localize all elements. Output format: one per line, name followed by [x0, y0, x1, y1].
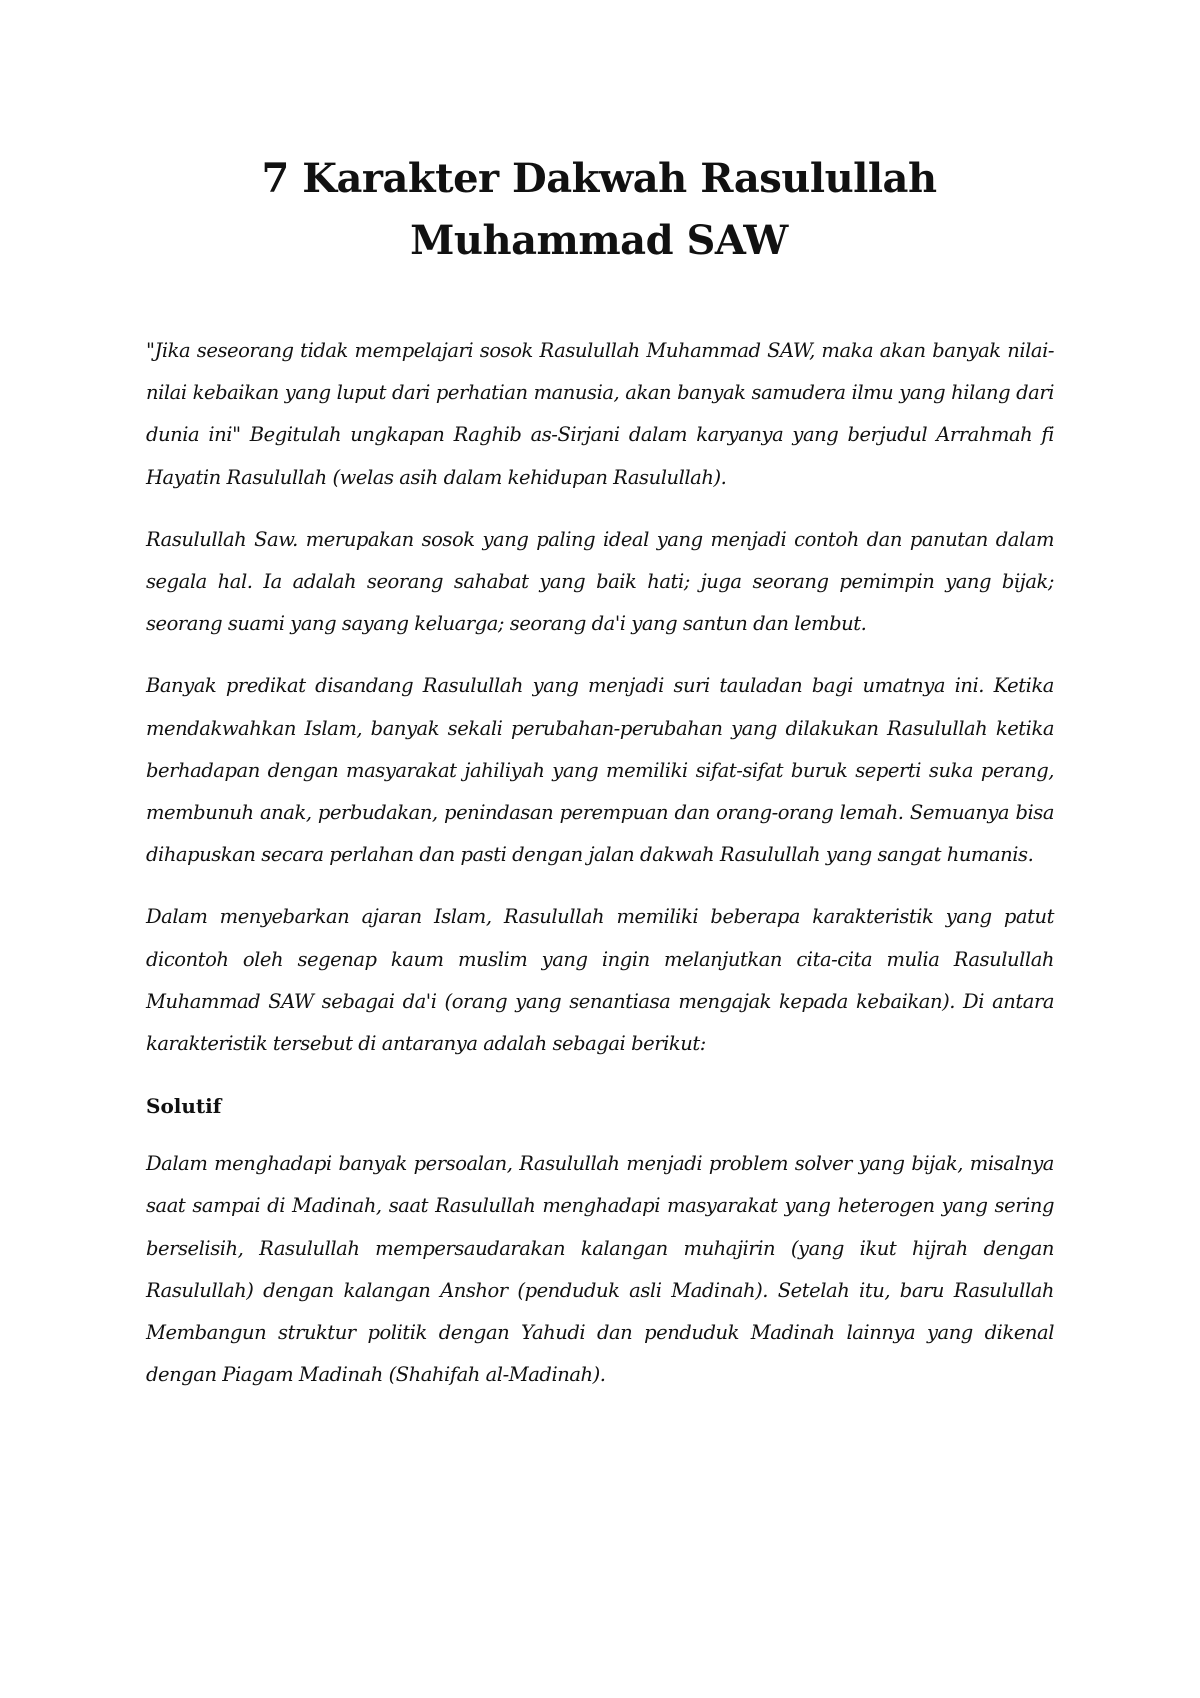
title-line-1: 7 Karakter Dakwah Rasulullah [261, 155, 937, 202]
paragraph-intro-quote: "Jika seseorang tidak mempelajari sosok Rasulullah Muhammad SAW, maka akan banyak nilai-nilai kebaikan yang luput dari perhatian manusia, akan banyak samudera ilmu yang hilang dari dunia ini" Begitulah ungkapan Raghib as-Sirjani dalam karyanya yang berjudul Arrahmah fi Hayatin Rasulullah (welas asih dalam kehidupan Rasulullah). [146, 339, 1054, 489]
paragraph-ideal-figure: Rasulullah Saw. merupakan sosok yang paling ideal yang menjadi contoh dan panutan dalam segala hal. Ia adalah seorang sahabat yang baik hati; juga seorang pemimpin yang bijak; seorang suami yang sayang keluarga; seorang da'i yang santun dan lembut. [146, 527, 1054, 636]
section-heading-solutif: Solutif [146, 1094, 222, 1119]
document-title [144, 148, 1054, 272]
paragraph-predicates: Banyak predikat disandang Rasulullah yang menjadi suri tauladan bagi umatnya ini. Ketika mendakwahkan Islam, banyak sekali perubahan-perubahan yang dilakukan Rasulullah ketika berhadapan dengan masyarakat jahiliyah yang memiliki sifat-sifat buruk seperti suka perang, membunuh anak, perbudakan, penindasan perempuan dan orang-orang lemah. Semuanya bisa dihapuskan secara perlahan dan pasti dengan jalan dakwah Rasulullah yang sangat humanis. [146, 674, 1054, 867]
title-line-2: Muhammad SAW [410, 217, 788, 264]
paragraph-solutif: Dalam menghadapi banyak persoalan, Rasulullah menjadi problem solver yang bijak, misalnya saat sampai di Madinah, saat Rasulullah menghadapi masyarakat yang heterogen yang sering berselisih, Rasulullah mempersaudarakan kalangan muhajirin (yang ikut hijrah dengan Rasulullah) dengan kalangan Anshor (penduduk asli Madinah). Setelah itu, baru Rasulullah Membangun struktur politik dengan Yahudi dan penduduk Madinah lainnya yang dikenal dengan Piagam Madinah (Shahifah al-Madinah). [146, 1152, 1054, 1387]
paragraph-characteristics: Dalam menyebarkan ajaran Islam, Rasulullah memiliki beberapa karakteristik yang patut dicontoh oleh segenap kaum muslim yang ingin melanjutkan cita-cita mulia Rasulullah Muhammad SAW sebagai da'i (orang yang senantiasa mengajak kepada kebaikan). Di antara karakteristik tersebut di antaranya adalah sebagai berikut: [146, 905, 1054, 1056]
document-body [146, 330, 1054, 1416]
